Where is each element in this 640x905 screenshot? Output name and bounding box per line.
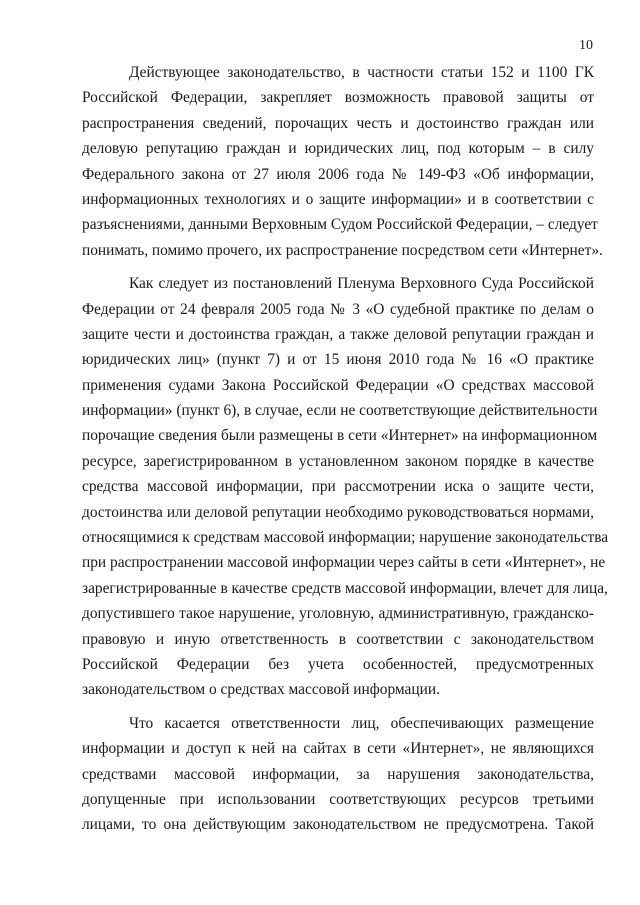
text-line: лицами, то она действующим законодательством не предусмотрена. Такой	[82, 816, 594, 834]
body-text	[82, 60, 609, 838]
text-line: Федерации от 24 февраля 2005 года № 3 «О судебной практике по делам о	[82, 300, 594, 318]
text-line: законодательством о средствах массовой информации.	[82, 681, 440, 699]
text-line: юридических лиц» (пункт 7) и от 15 июня 2010 года № 16 «О практике	[82, 351, 594, 369]
text-line: зарегистрированные в качестве средств массовой информации, влечет для лица,	[82, 579, 608, 597]
page-number: 10	[579, 38, 593, 53]
text-line: Как следует из постановлений Пленума Верховного Суда Российской	[129, 275, 594, 293]
paragraph-2	[82, 271, 609, 703]
paragraph-spacer	[82, 703, 594, 711]
text-line: информации и доступ к ней на сайтах в сети «Интернет», не являющихся	[82, 740, 594, 758]
text-line: достоинства или деловой репутации необходимо руководствоваться нормами,	[82, 503, 594, 521]
paragraph-3	[82, 711, 594, 838]
text-line: допустившего такое нарушение, уголовную, административную, гражданско-	[82, 605, 594, 623]
text-line: средства массовой информации, при рассмотрении иска о защите чести,	[82, 478, 594, 496]
paragraph-spacer	[82, 263, 594, 271]
text-line: деловую репутацию граждан и юридических лиц, под которым – в силу	[82, 140, 594, 158]
text-line: допущенные при использовании соответствующих ресурсов третьими	[82, 790, 594, 808]
text-line: применения судами Закона Российской Федерации «О средствах массовой	[82, 376, 594, 394]
text-line: средствами массовой информации, за нарушения законодательства,	[82, 765, 594, 783]
paragraph-1	[82, 60, 603, 263]
text-line: Российской Федерации, закрепляет возможность правовой защиты от	[82, 89, 594, 107]
text-line: относящимися к средствам массовой информации; нарушение законодательства	[82, 529, 609, 547]
text-line: при распространении массовой информации через сайты в сети «Интернет», не	[82, 554, 606, 572]
text-line: правовую и иную ответственность в соответствии с законодательством	[82, 630, 594, 648]
text-line: Российской Федерации без учета особенностей, предусмотренных	[82, 655, 594, 673]
text-line: разъяснениями, данными Верховным Судом Российской Федерации, – следует	[82, 216, 598, 234]
text-line: порочащие сведения были размещены в сети «Интернет» на информационном	[82, 427, 598, 445]
text-line: информационных технологиях и о защите информации» и в соответствии с	[82, 190, 594, 208]
text-line: Федерального закона от 27 июля 2006 года № 149-ФЗ «Об информации,	[82, 165, 594, 183]
text-line: ресурсе, зарегистрированном в установленном законом порядке в качестве	[82, 452, 594, 470]
text-line: распространения сведений, порочащих честь и достоинство граждан или	[82, 114, 594, 132]
text-line: защите чести и достоинства граждан, а также деловой репутации граждан и	[82, 325, 594, 343]
text-line: информации» (пункт 6), в случае, если не соответствующие действительности	[82, 402, 598, 420]
text-line: Действующее законодательство, в частности статьи 152 и 1100 ГК	[129, 64, 594, 81]
text-line: понимать, помимо прочего, их распространение посредством сети «Интернет».	[82, 241, 603, 259]
text-line: Что касается ответственности лиц, обеспечивающих размещение	[129, 714, 594, 732]
